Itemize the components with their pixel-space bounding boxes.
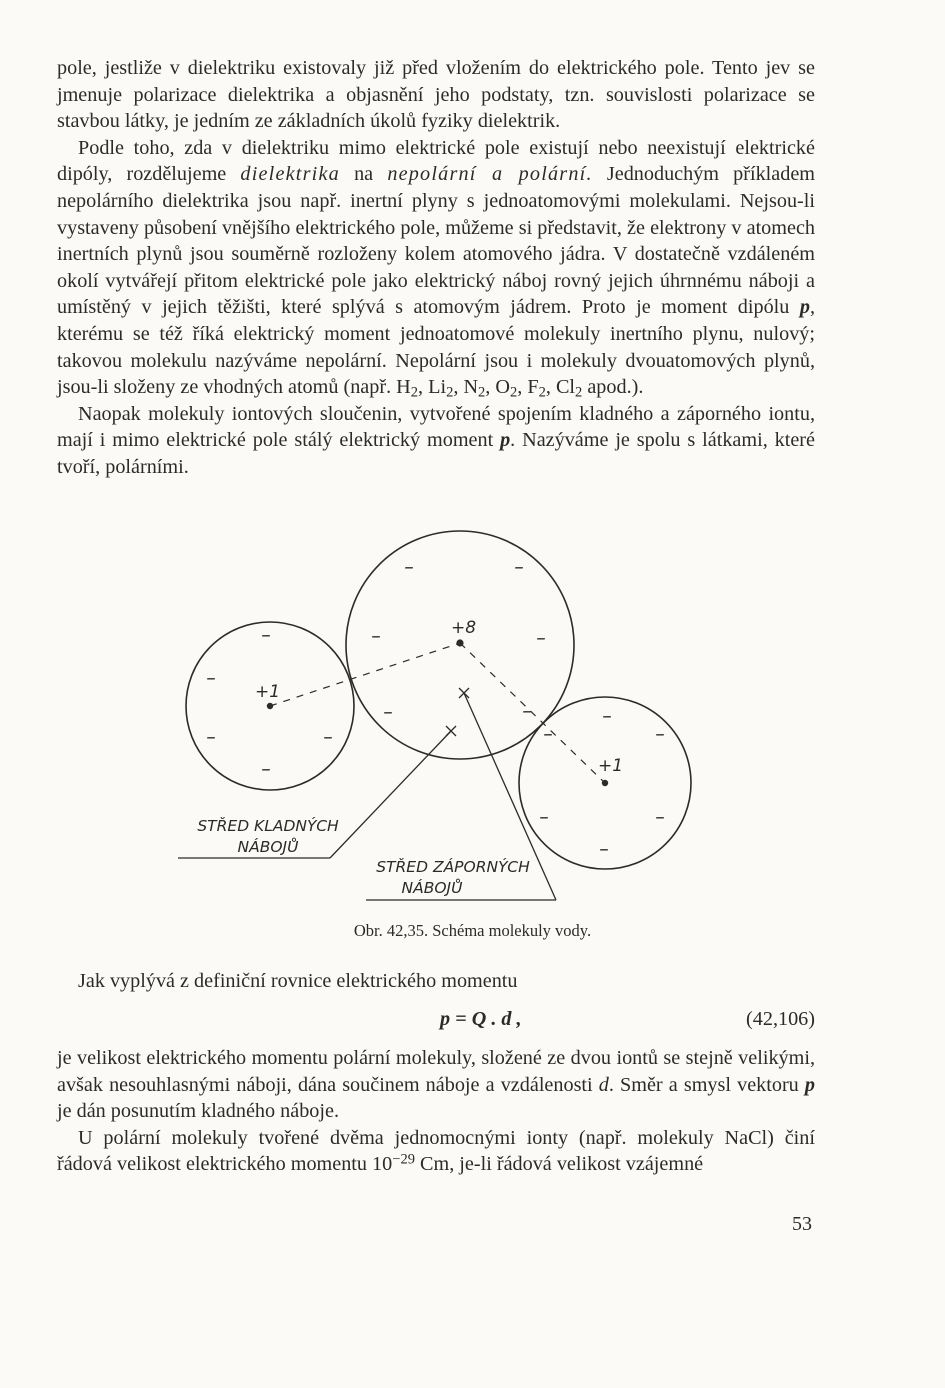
label-positive-center-line1: STŘED KLADNÝCH — [197, 817, 339, 835]
electron-minus: – — [323, 726, 333, 748]
paragraph-1: pole, jestliže v dielektriku existovaly již před vložením do elektrického pole. Tento jev se jmenuje polarizace dielektrika a objasnění jeho podstaty, tzn. souvislosti polarizace se stavbou látky, je jedním ze základních úkolů fyziky dielektrik. — [57, 57, 815, 133]
equation-number: (42,106) — [746, 1008, 815, 1030]
bond-dashed-right — [460, 643, 605, 783]
label-negative-center-line1: STŘED ZÁPORNÝCH — [376, 858, 530, 876]
symbol-p: p — [799, 296, 810, 319]
label-positive-center-line2: NÁBOJŮ — [237, 838, 299, 856]
text-block-equation-intro — [57, 968, 815, 995]
figure-caption: Obr. 42,35. Schéma molekuly vody. — [353, 921, 592, 940]
electron-minus: – — [602, 705, 612, 727]
paragraph-6: U polární molekuly tvořené dvěma jednomocnými ionty (např. molekuly NaCl) činí řádová velikost elektrického momentu $10^{-29}$ Cm, je-li řádová velikost vzájemné — [57, 1126, 815, 1176]
electron-minus: – — [404, 556, 414, 578]
exponent: −29 — [392, 1151, 415, 1168]
symbol-d: d — [598, 1073, 609, 1096]
page-number: 53 — [792, 1213, 812, 1235]
electron-minus: – — [383, 701, 393, 723]
electron-minus: – — [655, 806, 665, 828]
electron-minus: – — [536, 627, 546, 649]
electron-minus: – — [543, 723, 553, 745]
nucleus-oxygen — [456, 639, 463, 646]
equation: p = Q . d , — [440, 1008, 522, 1030]
hydrogen-left-charge-label: +1 — [255, 682, 281, 702]
electron-minus: – — [522, 700, 532, 722]
nucleus-left — [267, 703, 273, 709]
symbol-p: p — [804, 1073, 815, 1096]
nucleus-right — [602, 780, 608, 786]
electron-minus: – — [539, 806, 549, 828]
leader-positive-center — [330, 731, 451, 858]
electron-minus: – — [655, 723, 665, 745]
electron-minus: – — [261, 624, 271, 646]
electron-minus: – — [261, 758, 271, 780]
electron-minus: – — [599, 838, 609, 860]
term-dielektrika: dielektrika — [240, 163, 340, 186]
symbol-p: p — [500, 429, 511, 452]
paragraph-5: je velikost elektrického momentu polární molekuly, složené ze dvou iontů se stejně velikými, avšak nesouhlasnými náboji, dána součinem náboje a vzdálenosti d. Směr a smysl vektoru p je dán posunutím kladného náboje. — [57, 1047, 815, 1123]
electron-minus: – — [206, 667, 216, 689]
electron-minus: – — [514, 556, 524, 578]
electron-minus: – — [206, 726, 216, 748]
paragraph-3: Naopak molekuly iontových sloučenin, vytvořené spojením kladného a záporného iontu, mají i mimo elektrické pole stálý elektrický moment p. Nazýváme je spolu s látkami, které tvoří, polárními. — [57, 402, 815, 478]
bond-dashed-left — [270, 643, 460, 706]
label-negative-center-line2: NÁBOJŮ — [401, 879, 463, 897]
term-nepolarni-polarni: nepolární a polární. — [387, 163, 593, 186]
oxygen-charge-label: +8 — [451, 618, 477, 638]
center-negative-marker — [459, 688, 469, 698]
equation-line — [57, 1008, 815, 1040]
paragraph-4: Jak vyplývá z definiční rovnice elektrického momentu — [78, 970, 518, 992]
center-positive-marker — [446, 726, 456, 736]
text-block-bottom — [57, 1045, 815, 1178]
hydrogen-right-charge-label: +1 — [598, 756, 624, 776]
electron-minus: – — [371, 625, 381, 647]
paragraph-2: Podle toho, zda v dielektriku mimo elektrické pole existují nebo neexistují elektrické dipóly, rozdělujeme dielektrika na nepolární a polární. Jednoduchým příkladem nepolárního dielektrika jsou např. inertní plyny s jednoatomovými molekulami. Nejsou-li vystaveny působení vnějšího elektrického pole, můžeme si představit, že elektrony v atomech inertních plynů jsou souměrně rozloženy kolem atomového jádra. V dostatečně vzdáleném okolí vytvářejí přitom elektrické pole jako elektrický náboj rovný jejich úhrnnému náboji a umístěný v jejich těžišti, které splývá s atomovým jádrem. Proto je moment dipólu p, kterému se též říká elektrický moment jednoatomové molekuly inertního plynu, nulový; takovou molekulu nazýváme nepolární. Nepolární jsou i molekuly dvouatomových plynů, jsou-li složeny ze vhodných atomů (např. $H_2$, $Li_2$, $N_2$, $O_2$, $F_2$, $Cl_2$ apod.). — [57, 136, 816, 401]
